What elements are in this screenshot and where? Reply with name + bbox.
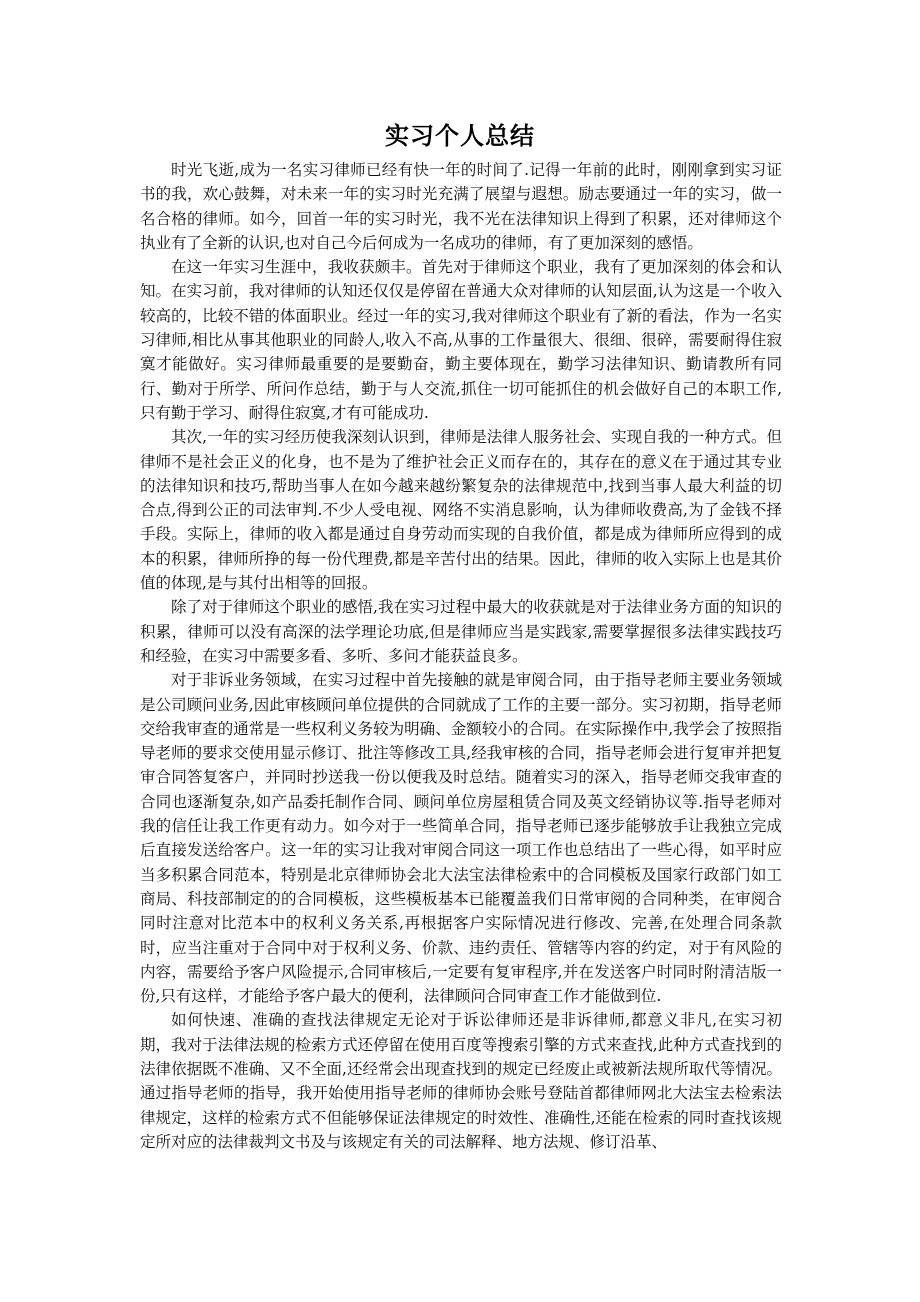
paragraph-5: 对于非诉业务领域，在实习过程中首先接触的就是审阅合同，由于指导老师主要业务领域是公司顾问业务,因此审核顾问单位提供的合同就成了工作的主要一部分。实习初期，指导老师交给我审查的通常是一些权利义务较为明确、金额较小的合同。在实际操作中,我学会了按照指导老师的要求交使用显示修订、批注等修改工具,经我审核的合同，指导老师会进行复审并把复审合同答复客户，并同时抄送我一份以便我及时总结。随着实习的深入，指导老师交我审查的合同也逐渐复杂,如产品委托制作合同、顾问单位房屋租赁合同及英文经销协议等.指导老师对我的信任让我工作更有动力。如今对于一些简单合同，指导老师已逐步能够放手让我独立完成后直接发送给客户。这一年的实习让我对审阅合同这一项工作也总结出了一些心得，如平时应当多积累合同范本，特别是北京律师协会北大法宝法律检索中的合同模板及国家行政部门如工商局、科技部制定的的合同模板，这些模板基本已能覆盖我们日常审阅的合同种类，在审阅合同时注意对比范本中的权利义务关系,再根据客户实际情况进行修改、完善,在处理合同条款时，应当注重对于合同中对于权利义务、价款、违约责任、管辖等内容的约定，对于有风险的内容，需要给予客户风险提示,合同审核后,一定要有复审程序,并在发送客户时同时附清洁版一份,只有这样，才能给予客户最大的便利，法律顾问合同审查工作才能做到位. <box>140 671 782 1006</box>
paragraph-1: 时光飞逝,成为一名实习律师已经有快一年的时间了.记得一年前的此时，刚刚拿到实习证书的我，欢心鼓舞，对未来一年的实习时光充满了展望与遐想。励志要通过一年的实习，做一名合格的律师。如今，回首一年的实习时光，我不光在法律知识上得到了积累，还对律师这个执业有了全新的认识,也对自己今后何成为一名成功的律师，有了更加深刻的感悟。 <box>140 161 782 252</box>
paragraph-2: 在这一年实习生涯中，我收获颇丰。首先对于律师这个职业，我有了更加深刻的体会和认知。在实习前，我对律师的认知还仅仅是停留在普通大众对律师的认知层面,认为这是一个收入较高的，比较不错的体面职业。经过一年的实习,我对律师这个职业有了新的看法，作为一名实习律师,相比从事其他职业的同龄人,收入不高,从事的工作量很大、很细、很碎，需要耐得住寂寞才能做好。实习律师最重要的是要勤奋，勤主要体现在，勤学习法律知识、勤请教所有同行、勤对于所学、所问作总结，勤于与人交流,抓住一切可能抓住的机会做好自己的本职工作,只有勤于学习、耐得住寂寞,才有可能成功. <box>140 258 782 422</box>
paragraph-3: 其次,一年的实习经历使我深刻认识到，律师是法律人服务社会、实现自我的一种方式。但律师不是社会正义的化身，也不是为了维护社会正义而存在的，其存在的意义在于通过其专业的法律知识和技巧,帮助当事人在如今越来越纷繁复杂的法律规范中,找到当事人最大利益的切合点,得到公正的司法审判.不少人受电视、网络不实消息影响，认为律师收费高,为了金钱不择手段。实际上，律师的收入都是通过自身劳动而实现的自我价值，都是成为律师所应得到的成本的积累，律师所挣的每一份代理费,都是辛苦付出的结果。因此，律师的收入实际上也是其价值的体现,是与其付出相等的回报。 <box>140 428 782 593</box>
document-title: 实习个人总结 <box>385 122 535 150</box>
paragraph-4: 除了对于律师这个职业的感悟,我在实习过程中最大的收获就是对于法律业务方面的知识的积累，律师可以没有高深的法学理论功底,但是律师应当是实践家,需要掌握很多法律实践技巧和经验，在实习中需要多看、多听、多问才能获益良多。 <box>140 598 782 665</box>
document-body <box>140 158 782 1154</box>
paragraph-6: 如何快速、准确的查找法律规定无论对于诉讼律师还是非诉律师,都意义非凡,在实习初期，我对于法律法规的检索方式还停留在使用百度等搜索引擎的方式来查找,此种方式查找到的法律依据既不准确、又不全面,还经常会出现查找到的规定已经废止或被新法规所取代等情况。通过指导老师的指导，我开始使用指导老师的律师协会账号登陆首都律师网北大法宝去检索法律规定，这样的检索方式不但能够保证法律规定的时效性、准确性,还能在检索的同时查找该规定所对应的法律裁判文书及与该规定有关的司法解释、地方法规、修订沿革、 <box>140 1011 782 1151</box>
